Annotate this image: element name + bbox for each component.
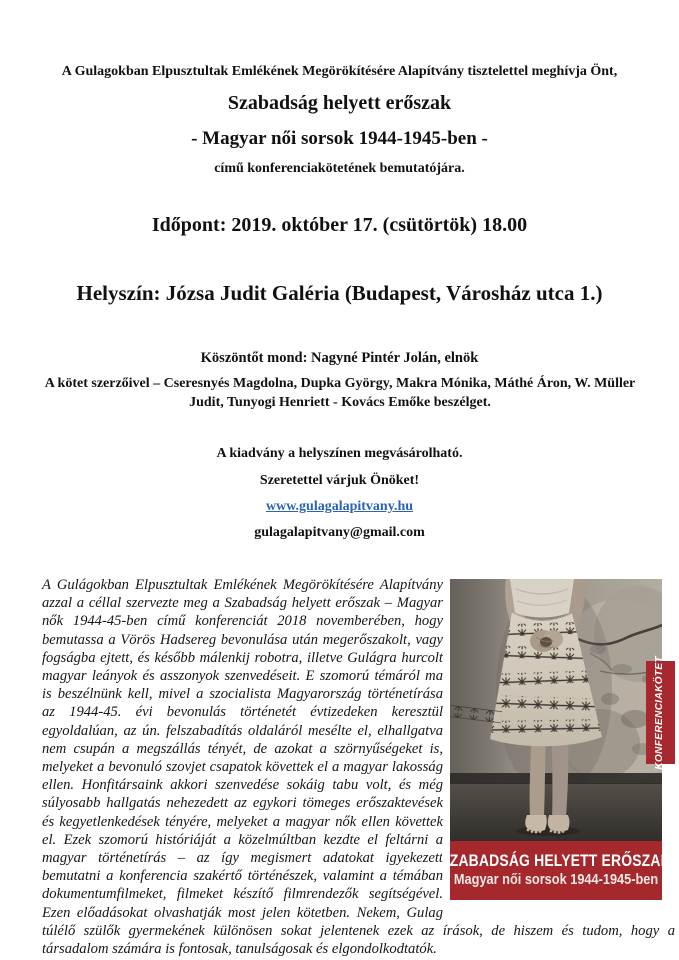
cover-banner-title: SZABADSÁG HELYETT ERŐSZAK [440, 850, 672, 870]
conference-volume-tab [646, 655, 675, 770]
cover-banner [440, 841, 672, 900]
email-address: gulagalapitvany@gmail.com [254, 525, 425, 540]
authors-line: A kötet szerzőivel – Cseresnyés Magdolna, Dupka György, Makra Mónika, Máthé Áron, W. Müller Judit, Tunyogi Henriett - Kovács Emőke beszélget. [44, 376, 636, 410]
invite-line: A Gulagokban Elpusztultak Emlékének Megörökítésére Alapítvány tisztelettel meghívja Önt, [61, 64, 618, 79]
cover-banner-subtitle: Magyar női sorsok 1944-1945-ben [453, 872, 659, 888]
event-subtitle: - Magyar női sorsok 1944-1945-ben - [191, 128, 488, 149]
cover-photo-woman-barbed-wire [450, 579, 662, 841]
datetime-line: Időpont: 2019. október 17. (csütörtök) 18.00 [151, 214, 528, 236]
website-link[interactable]: www.gulagalapitvany.hu [265, 499, 414, 514]
venue-line: Helyszín: Józsa Judit Galéria (Budapest, Városház utca 1.) [76, 281, 603, 305]
body-paragraph: A Gulágokban Elpusztultak Emlékének Megörökítésére Alapítvány azzal a céllal szervezte meg a Szabadság helyett erőszak – Magyar nők 1944-45-ben című konferenciát 2018 novemberében, hogy bemutassa a Vörös Hadsereg bevonulása után megerőszakolt, vagy fogságba ejtett, és később málenkij robotra, illetve Gulágra hurcolt magyar leányok és asszonyok szenvedéseit. E szomorú témáról ma is beszélnünk kell, mivel a szocialista Magyarország történetírása az 1944-45. évi bevonulás történetét évtizedeken keresztül egyoldalúan, az ún. felszabadítás oldaláról mesélte el, elhallgatva nem csupán a megszállás tényét, de azokat a szörnyűségeket is, melyeket a bevonuló szovjet csapatok követtek el a magyar lakosság ellen. Honfitársaink akkori szenvedése sokáig tabu volt, és még súlyosabb hallgatás nehezedett az egykori tömeges erőszaktevések és kegyetlenkedések tényére, melyeket a magyar nők ellen követtek el. Ezek szomorú históriáját a közelmúltban kezdte el feltárni a magyar történetírás – az így megismert adatokat igyekezett bemutatni a konferencia szakértő történészek, valamint a témában dokumentumfilmeket, filmeket készítő filmrendezők segítségével. Ezen előadásokat olvashatják most jelen kötetben. Nekem, Gulag túlélő szülők gyermekének különösen sokat jelentenek ezek az írások, de hiszem és tudom, hogy a társadalom számára is fontosak, tanulságosak és elgondolkodtatók. [42, 577, 675, 958]
body-section [42, 576, 675, 958]
event-title: Szabadság helyett erőszak [227, 92, 452, 114]
conference-volume-tab-label: KONFERENCIAKÖTET [654, 655, 666, 770]
purchase-note: A kiadvány a helyszínen megvásárolható. [216, 446, 463, 461]
welcome-note: Szeretettel várjuk Önöket! [259, 473, 420, 488]
book-cover-float [440, 579, 675, 900]
series-note: című konferenciakötetének bemutatójára. [214, 161, 465, 176]
book-cover [440, 579, 672, 900]
website-link-row [0, 499, 679, 515]
greeting-line: Köszöntőt mond: Nagyné Pintér Jolán, elnök [200, 350, 479, 366]
